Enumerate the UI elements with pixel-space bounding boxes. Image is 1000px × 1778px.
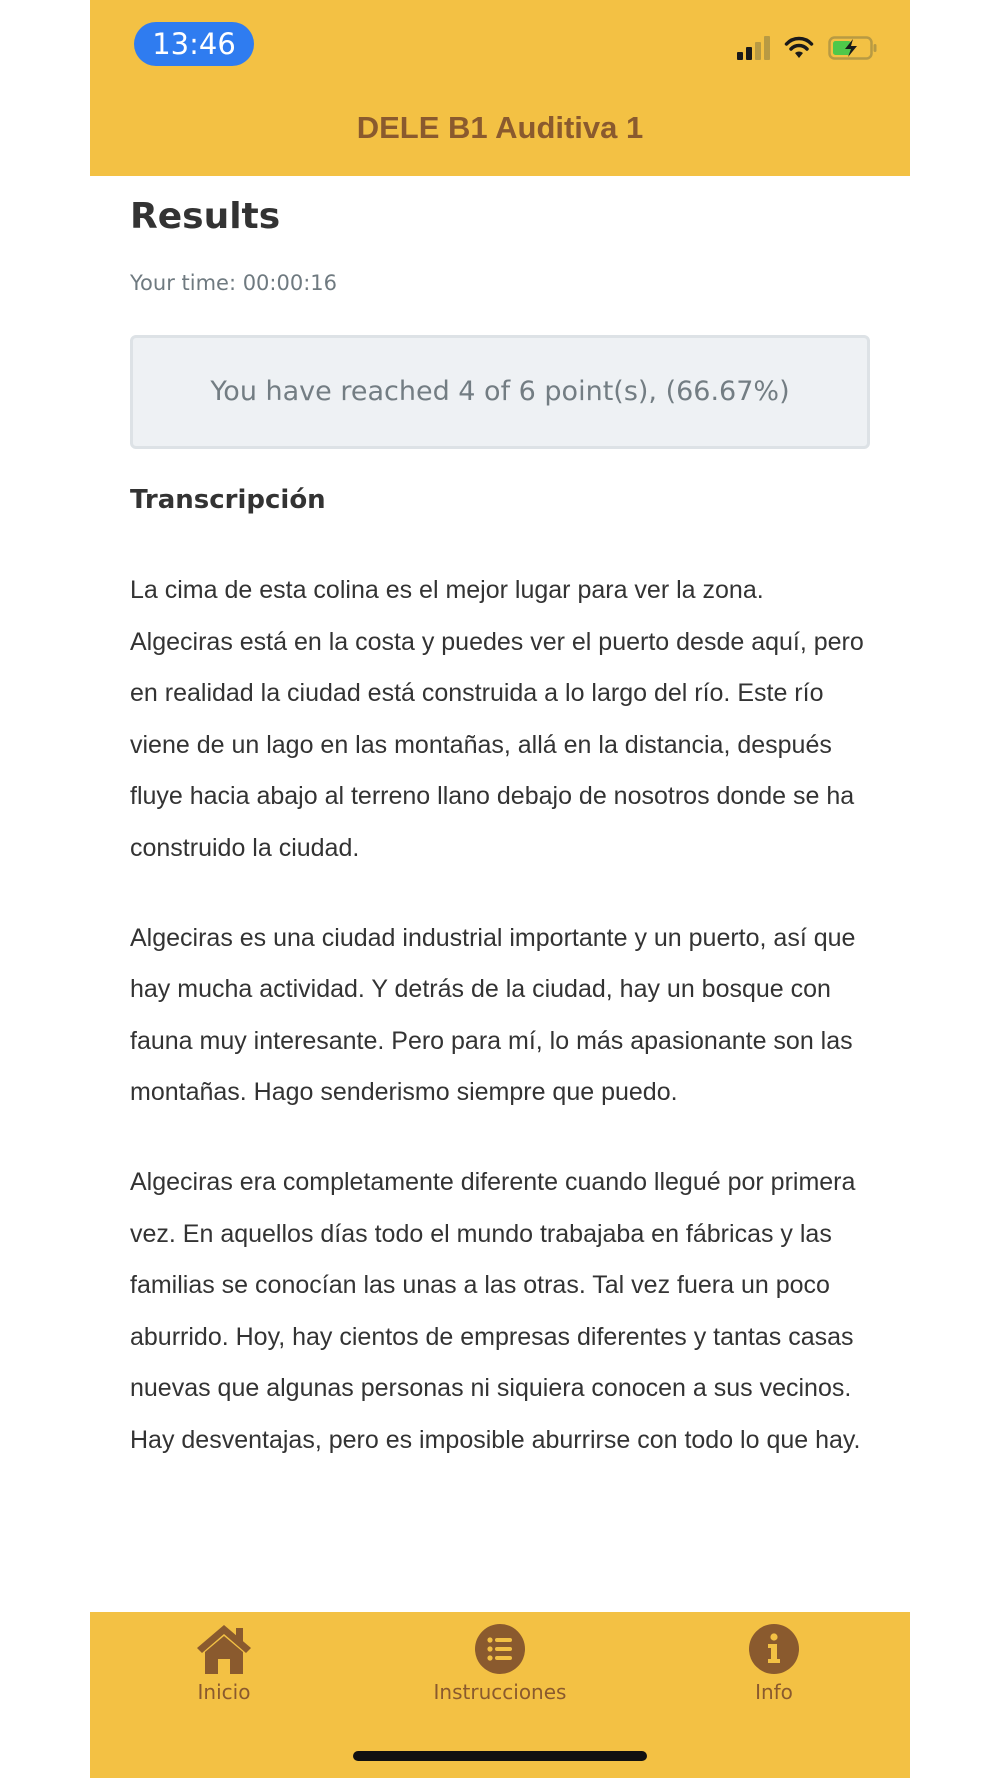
results-content <box>130 176 870 1467</box>
nav-label-inicio: Inicio <box>197 1680 251 1704</box>
nav-label-instrucciones: Instrucciones <box>433 1680 567 1704</box>
battery-charging-icon <box>828 36 878 60</box>
transcript-paragraph: La cima de esta colina es el mejor lugar para ver la zona. Algeciras está en la costa y puedes ver el puerto desde aquí, pero en realidad la ciudad está construida a lo largo del río. Este río viene de un lago en las montañas, allá en la distancia, después fluye hacia abajo al terreno llano debajo de nosotros donde se ha construido la ciudad. <box>130 576 864 862</box>
transcript-heading: Transcripción <box>130 485 326 515</box>
transcript-paragraph: Algeciras era completamente diferente cuando llegué por primera vez. En aquellos días todo el mundo trabajaba en fábricas y las familias se conocían las unas a las otras. Tal vez fuera un poco aburrido. Hoy, hay cientos de empresas diferentes y tantas casas nuevas que algunas personas ni siquiera conocen a sus vecinos. Hay desventajas, pero es imposible aburrirse con todo lo que hay. <box>130 1167 861 1454</box>
nav-item-instrucciones[interactable] <box>380 1622 620 1704</box>
nav-label-info: Info <box>755 1680 793 1704</box>
app-screen <box>90 0 910 1778</box>
page-title: DELE B1 Auditiva 1 <box>356 110 644 145</box>
elapsed-time: Your time: 00:00:16 <box>130 271 338 295</box>
results-title: Results <box>130 196 281 237</box>
nav-item-inicio[interactable] <box>104 1622 344 1704</box>
home-indicator[interactable] <box>353 1751 647 1761</box>
wifi-icon <box>784 36 814 60</box>
status-icons <box>737 36 878 60</box>
info-icon <box>747 1622 801 1676</box>
app-header <box>90 0 910 176</box>
home-icon <box>195 1622 253 1676</box>
transcript-paragraph: Algeciras es una ciudad industrial importante y un puerto, así que hay mucha actividad. Y detrás de la ciudad, hay un bosque con fauna muy interesante. Pero para mí, lo más apasionante son las montañas. Hago senderismo siempre que puedo. <box>130 923 856 1107</box>
score-summary: You have reached 4 of 6 point(s), (66.67%) <box>130 335 870 449</box>
list-icon <box>473 1622 527 1676</box>
status-time: 13:46 <box>134 22 254 66</box>
nav-item-info[interactable] <box>654 1622 894 1704</box>
cellular-signal-icon <box>737 36 770 60</box>
